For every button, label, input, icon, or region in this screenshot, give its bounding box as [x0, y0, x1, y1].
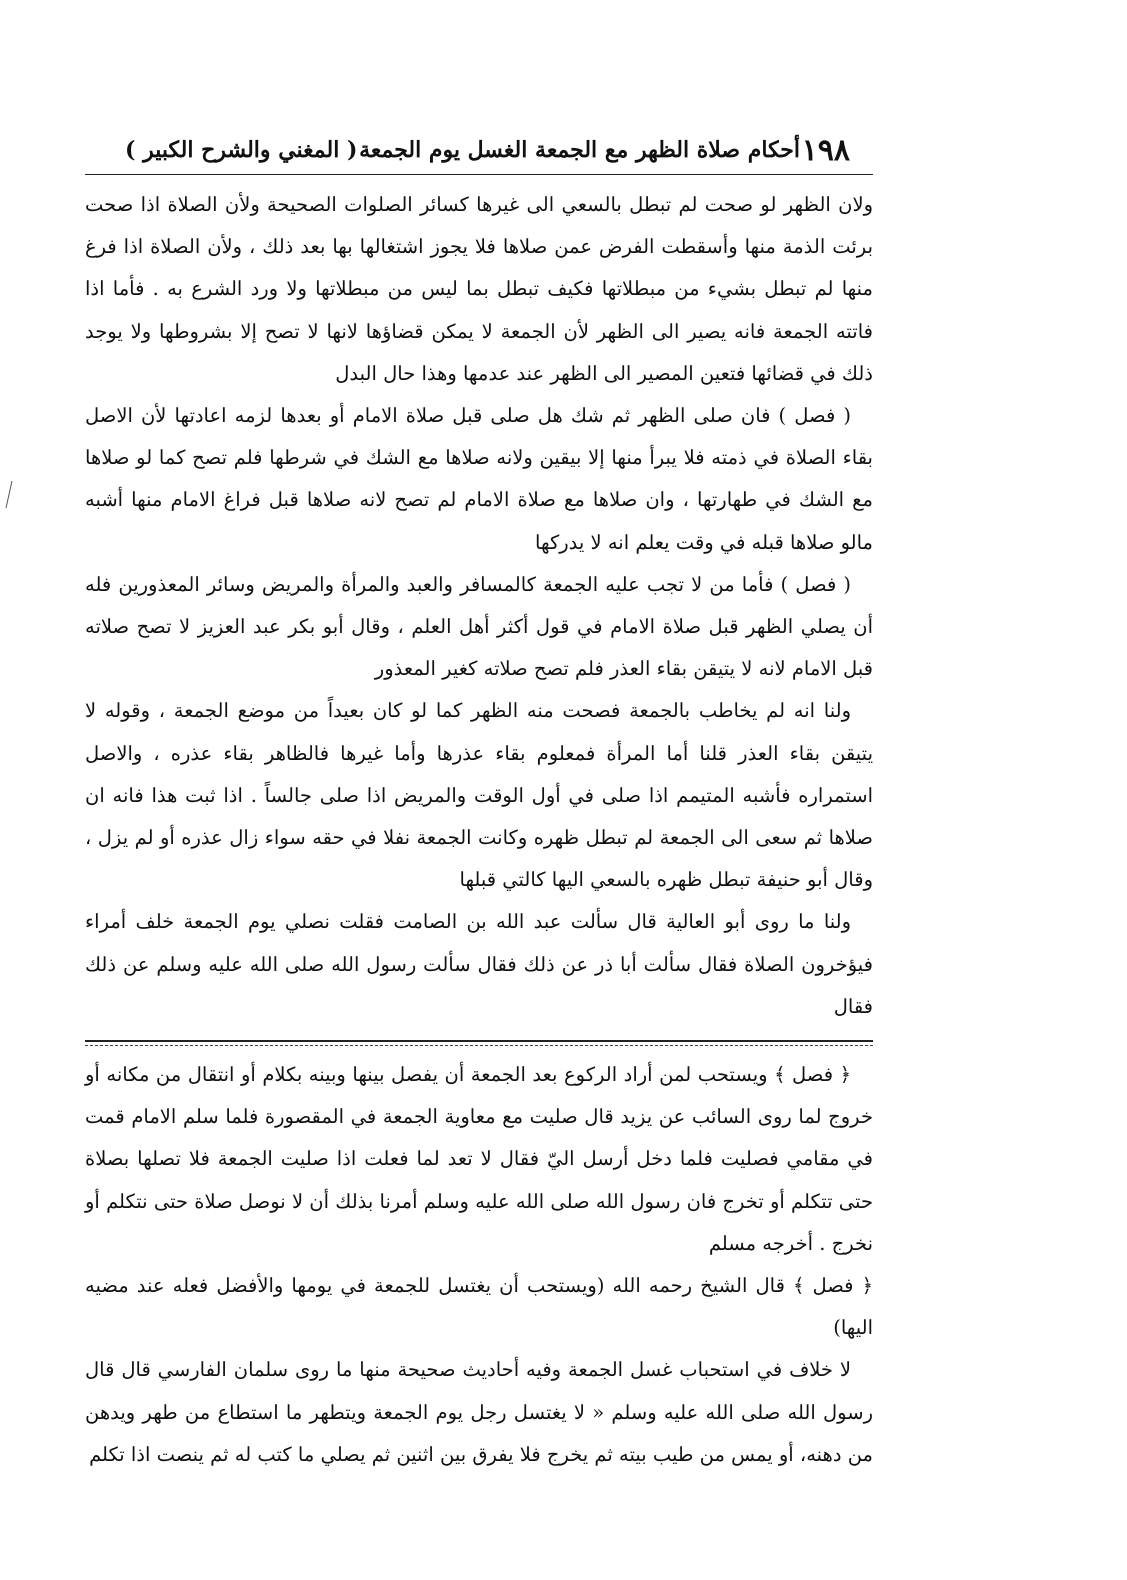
header-rule [85, 174, 873, 175]
commentary-paragraph: ﴿ فصل ﴾ قال الشيخ رحمه الله (ويستحب أن يغتسل للجمعة في يومها والأفضل فعله عند مضيه اليها) [85, 1274, 873, 1340]
main-paragraph: ولان الظهر لو صحت لم تبطل بالسعي الى غيرها كسائر الصلوات الصحيحة ولأن الصلاة اذا صحت برئت الذمة منها وأسقطت الفرض عمن صلاها فلا يجوز اشتغالها بها بعد ذلك ، ولأن الصلاة اذا فرغ منها لم تبطل بشيء من مبطلاتها فكيف تبطل بما ليس من مبطلاتها ولا ورد الشرع به . فأما اذا فاتته الجمعة فانه يصير الى الظهر لأن الجمعة لا يمكن قضاؤها لانها لا تصح إلا بشروطها ولا يوجد ذلك في قضائها فتعين المصير الى الظهر عند عدمها وهذا حال البدل [85, 193, 873, 385]
commentary-paragraph: ﴿ فصل ﴾ ويستحب لمن أراد الركوع بعد الجمعة أن يفصل بينها وبينه بكلام أو انتقال من مكانه أو خروج لما روى السائب عن يزيد قال صليت مع معاوية الجمعة في المقصورة فلما سلم الامام قمت في مقامي فصليت فلما دخل أرسل اليّ فقال لا تعد لما فعلت اذا صليت الجمعة فلا تصلها بصلاة حتى تتكلم أو تخرج فان رسول الله صلى الله عليه وسلم أمرنا بذلك أن لا نوصل صلاة حتى نتكلم أو نخرج . أخرجه مسلم [85, 1063, 873, 1255]
main-text [85, 184, 873, 1028]
page-number: ١٩٨ [801, 132, 850, 168]
running-title: أحكام صلاة الظهر مع الجمعة الغسل يوم الجمعة [359, 137, 800, 163]
page-header [125, 128, 850, 172]
book-title: ( المغني والشرح الكبير ) [125, 137, 358, 163]
commentary-text [85, 1054, 873, 1476]
commentary-paragraph: لا خلاف في استحباب غسل الجمعة وفيه أحاديث صحيحة منها ما روى سلمان الفارسي قال قال رسول الله صلى الله عليه وسلم « لا يغتسل رجل يوم الجمعة ويتطهر ما استطاع من طهر ويدهن من دهنه، أو يمس من طيب بيته ثم يخرج فلا يفرق بين اثنين ثم يصلي ما كتب له ثم ينصت اذا تكلم [85, 1358, 873, 1466]
separator-line [85, 1045, 873, 1046]
separator-line [85, 1040, 873, 1042]
margin-pen-mark [4, 480, 14, 510]
main-paragraph: ( فصل ) فأما من لا تجب عليه الجمعة كالمسافر والعبد والمرأة والمريض وسائر المعذورين فله أن يصلي الظهر قبل صلاة الامام في قول أكثر أهل العلم ، وقال أبو بكر عبد العزيز لا تصح صلاته قبل الامام لانه لا يتيقن بقاء العذر فلم تصح صلاته كغير المعذور [85, 572, 873, 681]
main-paragraph: ولنا انه لم يخاطب بالجمعة فصحت منه الظهر كما لو كان بعيداً من موضع الجمعة ، وقوله لا يتيقن بقاء العذر قلنا أما المرأة فمعلوم بقاء عذرها وأما غيرها فالظاهر بقاء عذره ، والاصل استمراره فأشبه المتيمم اذا صلى في أول الوقت والمريض اذا صلى جالساً . اذا ثبت هذا فانه ان صلاها ثم سعى الى الجمعة لم تبطل ظهره وكانت الجمعة نفلا في حقه سواء زال عذره أو لم يزل ، وقال أبو حنيفة تبطل ظهره بالسعي اليها كالتي قبلها [85, 699, 873, 892]
main-paragraph: ( فصل ) فان صلى الظهر ثم شك هل صلى قبل صلاة الامام أو بعدها لزمه اعادتها لأن الاصل بقاء الصلاة في ذمته فلا يبرأ منها إلا بيقين ولانه صلاها مع الشك في شرطها فلم تصح كما لو صلاها مع الشك في طهارتها ، وان صلاها مع صلاة الامام لم تصح لانه صلاها قبل فراغ الامام منها أشبه مالو صلاها قبله في وقت يعلم انه لا يدركها [85, 404, 873, 554]
footnote-separator [85, 1040, 873, 1046]
main-paragraph: ولنا ما روى أبو العالية قال سألت عبد الله بن الصامت فقلت نصلي يوم الجمعة خلف أمراء فيؤخرون الصلاة فقال سألت أبا ذر عن ذلك فقال سألت رسول الله صلى الله عليه وسلم عن ذلك فقال [85, 910, 873, 1018]
